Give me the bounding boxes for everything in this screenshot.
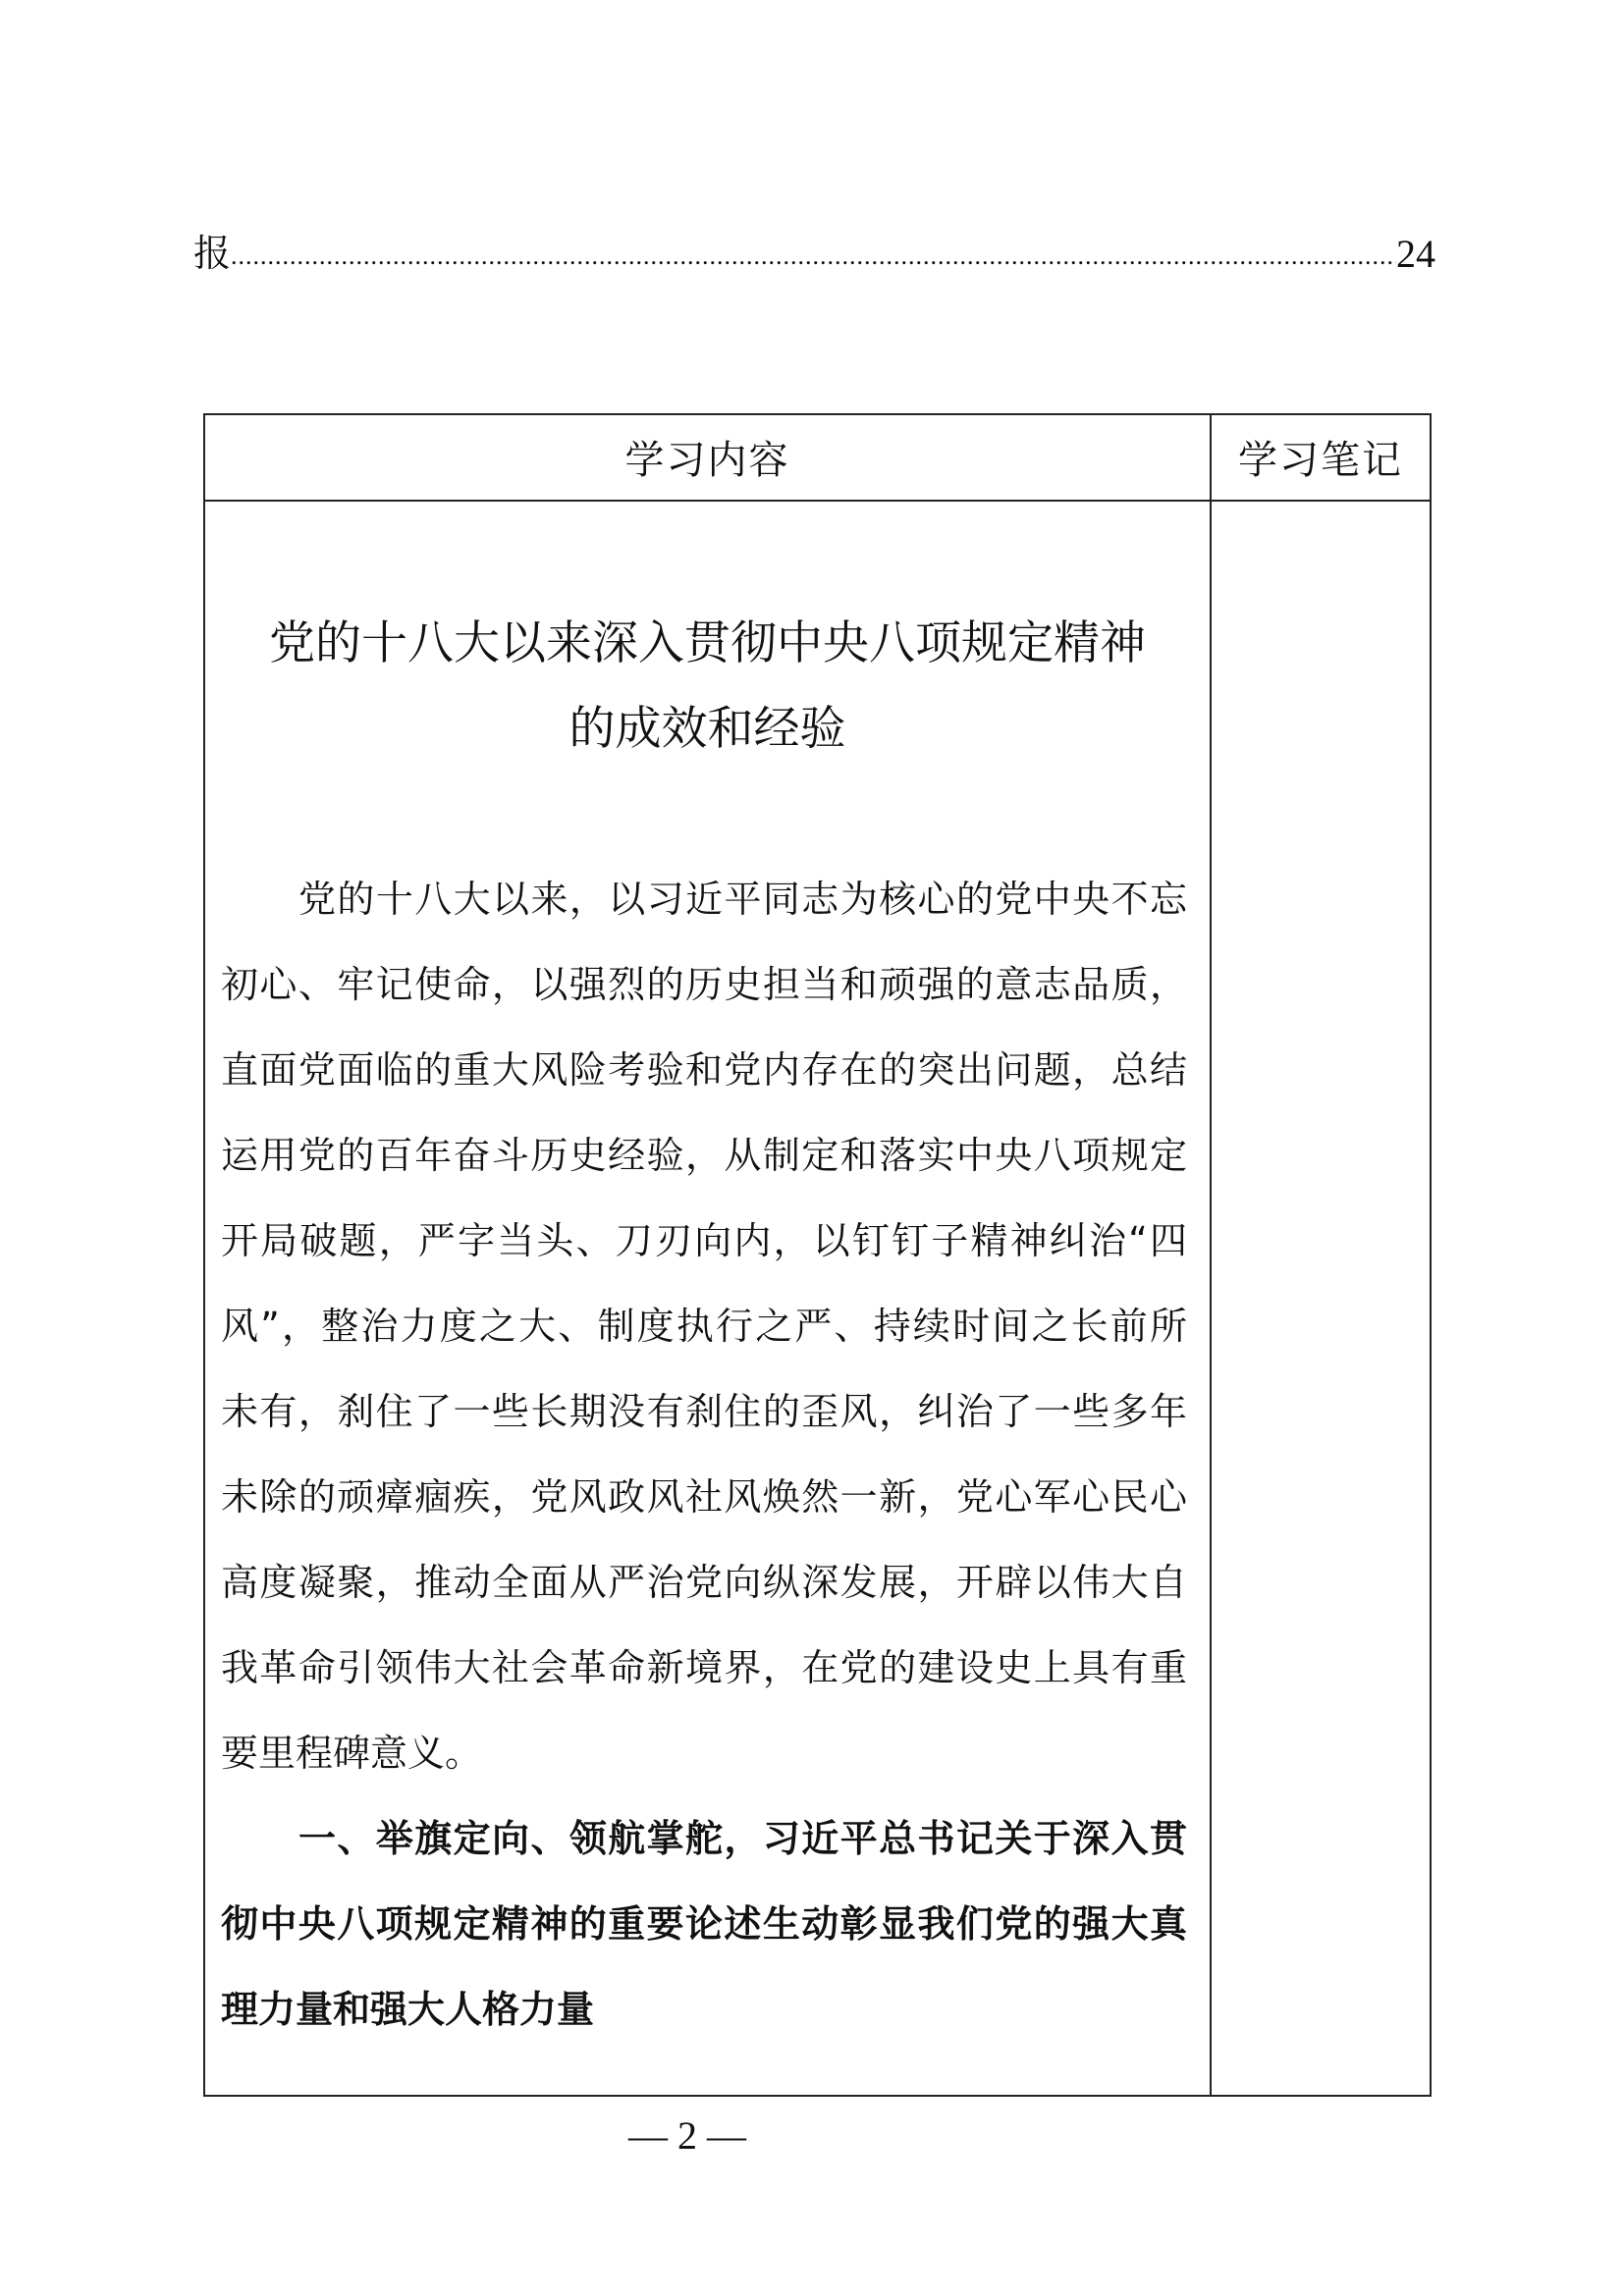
paragraph-line: 初心、牢记使命，以强烈的历史担当和顽强的意志品质， (221, 963, 1187, 1006)
header-divider (205, 500, 1430, 502)
column-divider (1210, 415, 1212, 2095)
page-number: — 2 — (628, 2113, 746, 2158)
header-study-content: 学习内容 (624, 438, 790, 483)
section-heading-line: 理力量和强大人格力量 (221, 1988, 595, 2031)
paragraph-line: 未有，刹住了一些长期没有刹住的歪风，纠治了一些多年 (221, 1390, 1187, 1433)
section-heading-line: 一、举旗定向、领航掌舵，习近平总书记关于深入贯 (298, 1817, 1187, 1860)
toc-entry-text: 报 (193, 232, 232, 275)
article-title-line: 的成效和经验 (568, 702, 846, 756)
paragraph-line: 我革命引领伟大社会革命新境界，在党的建设史上具有重 (221, 1646, 1187, 1689)
article-title-line: 党的十八大以来深入贯彻中央八项规定精神 (269, 616, 1146, 670)
paragraph-line: 风”，整治力度之大、制度执行之严、持续时间之长前所 (221, 1305, 1187, 1348)
toc-page-number: 24 (1396, 232, 1435, 276)
toc-leader-dots (231, 241, 1396, 277)
paragraph-line: 要里程碑意义。 (221, 1732, 483, 1775)
paragraph-line: 开局破题，严字当头、刀刃向内，以钉钉子精神纠治“四 (221, 1219, 1187, 1262)
paragraph-line: 运用党的百年奋斗历史经验，从制定和落实中央八项规定 (221, 1134, 1187, 1177)
header-study-notes: 学习笔记 (1238, 438, 1403, 483)
toc-entry (193, 228, 1435, 277)
paragraph-line: 未除的顽瘴痼疾，党风政风社风焕然一新，党心军心民心 (221, 1475, 1187, 1519)
section-heading-line: 彻中央八项规定精神的重要论述生动彰显我们党的强大真 (221, 1902, 1187, 1946)
paragraph-line: 高度凝聚，推动全面从严治党向纵深发展，开辟以伟大自 (221, 1561, 1187, 1604)
study-table (203, 413, 1432, 2097)
paragraph-line: 党的十八大以来，以习近平同志为核心的党中央不忘 (298, 878, 1187, 921)
paragraph-line: 直面党面临的重大风险考验和党内存在的突出问题，总结 (221, 1048, 1187, 1092)
